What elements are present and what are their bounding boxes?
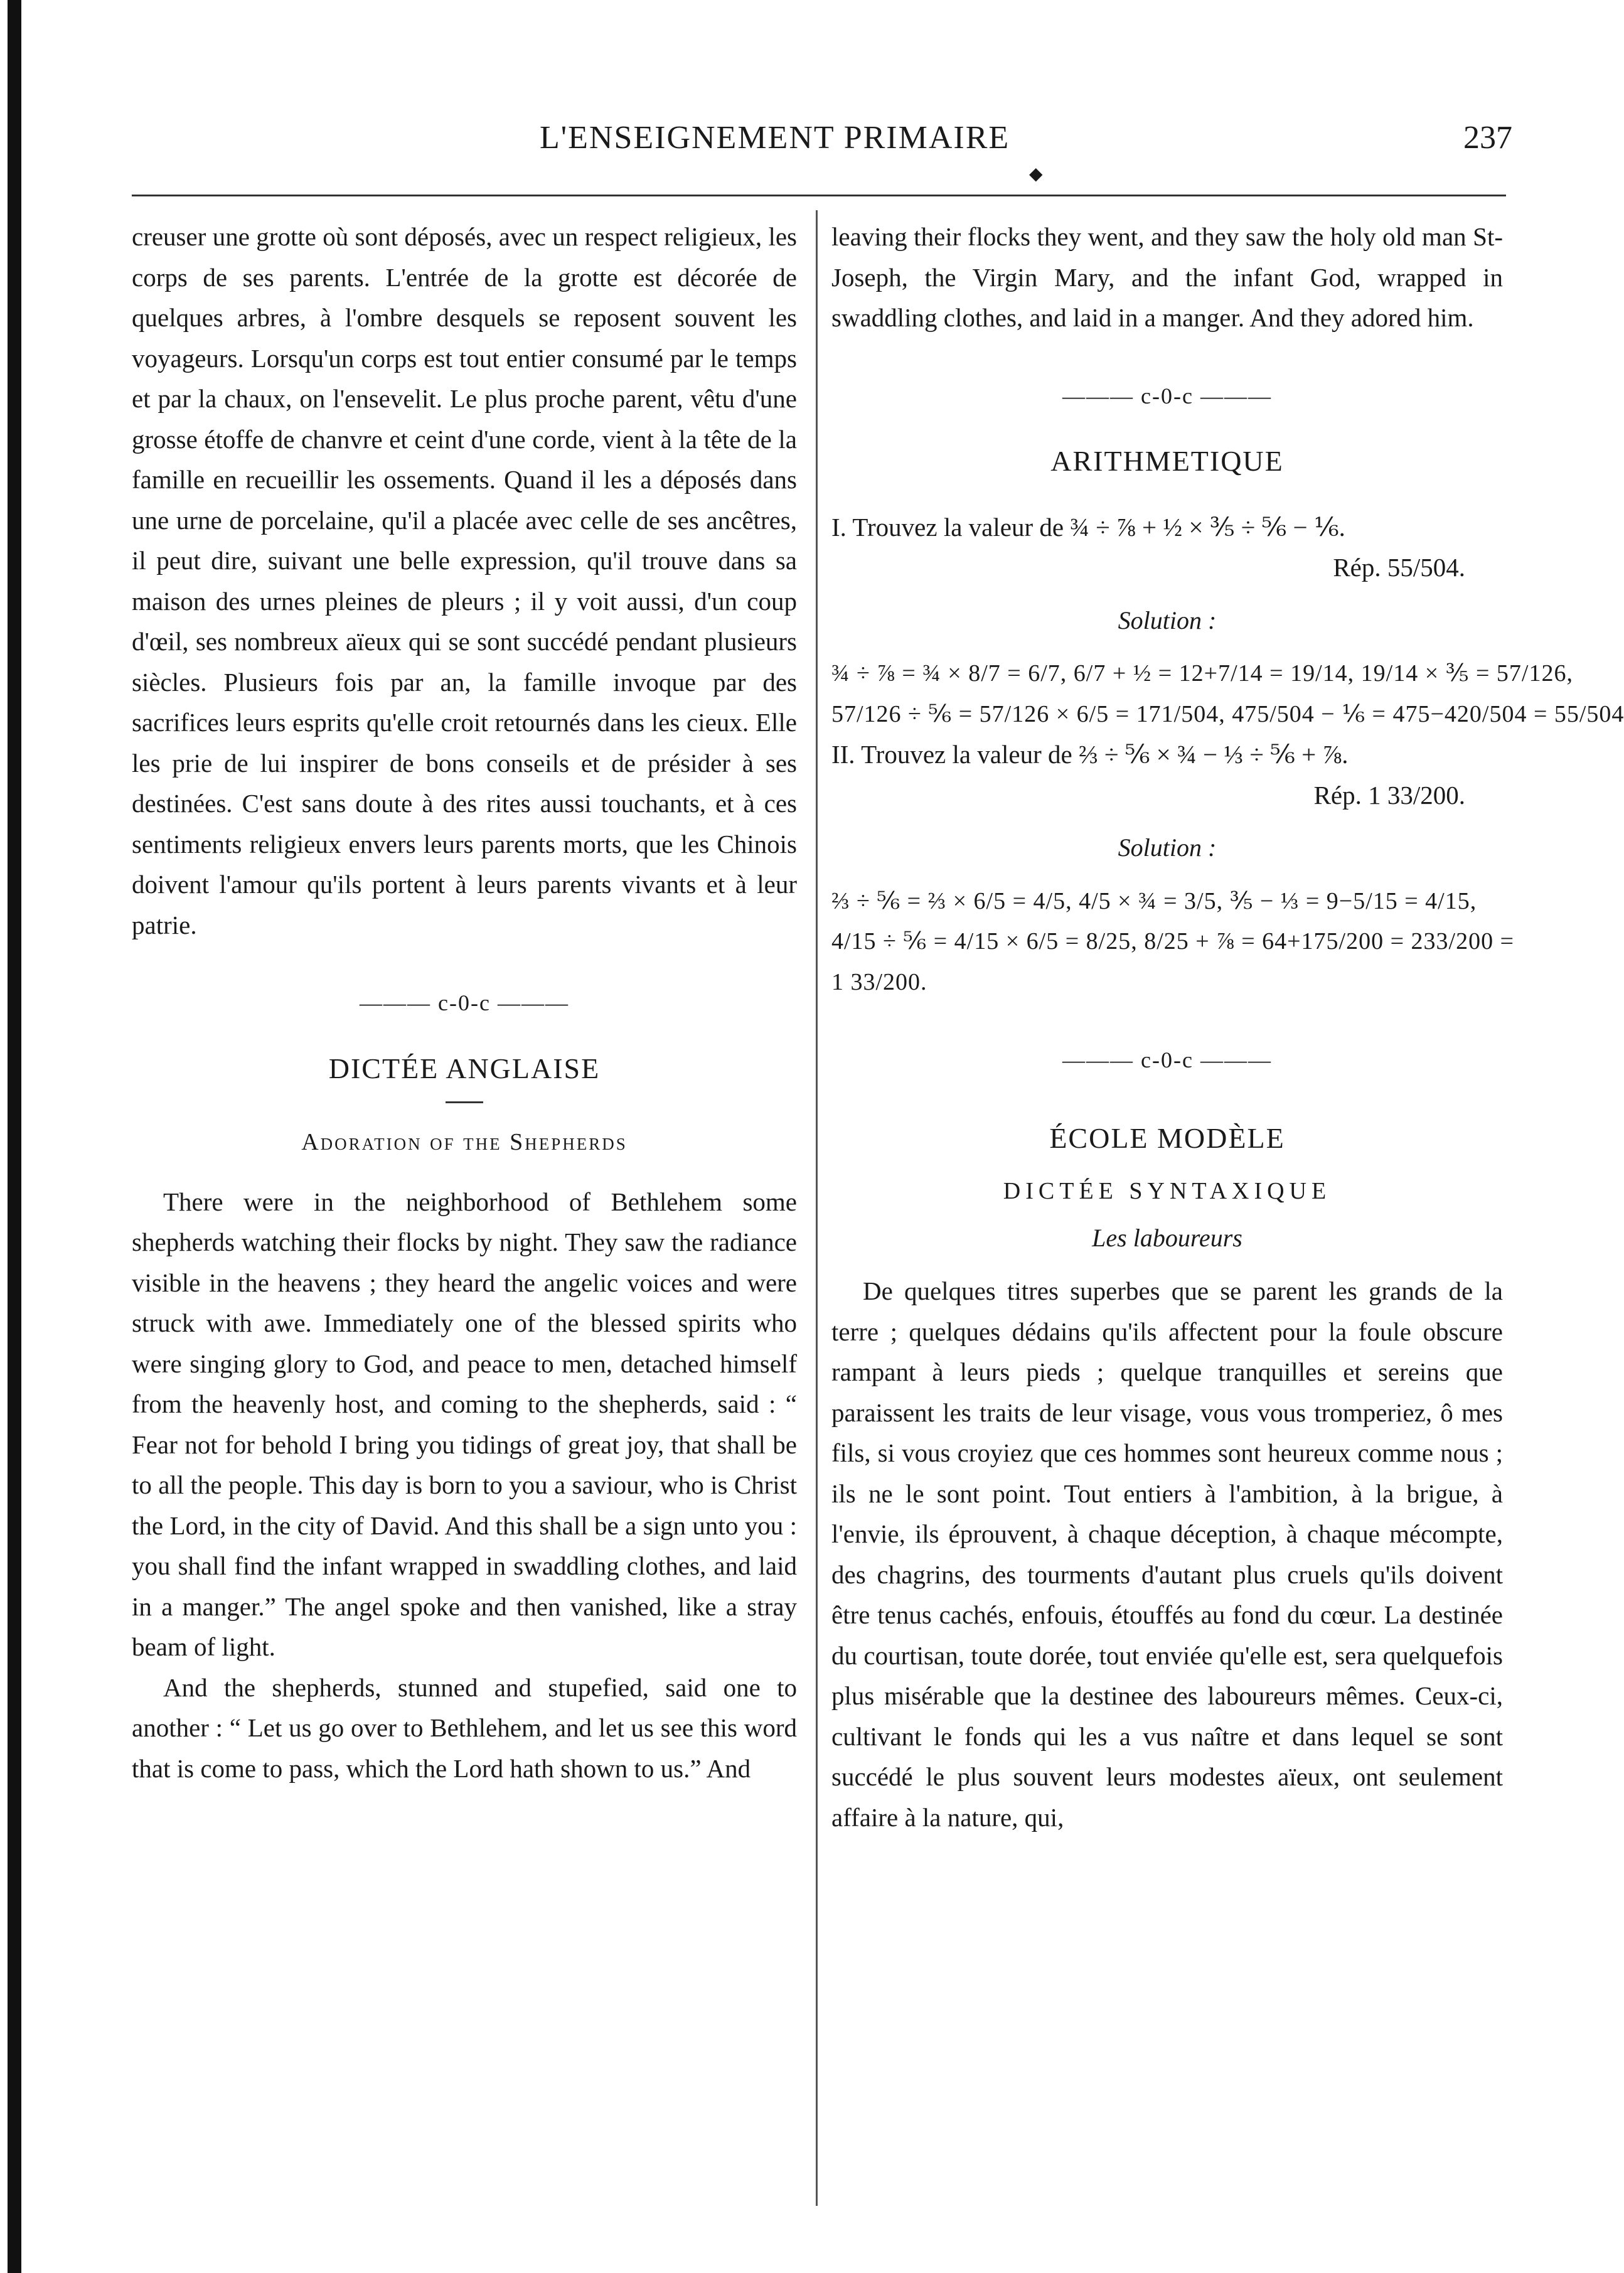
column-rule [816,210,818,2206]
title-rule [446,1101,483,1103]
chinese-funeral-paragraph: creuser une grotte où sont déposés, avec un respect religieux, les corps de ses parents. L'entrée de la grotte est décorée de quelques arbres, à l'ombre desquels se reposent souvent les voyageurs. Lorsqu'un corps est tout entier consumé par le temps et par la chaux, on l'ensevelit. Le plus proche parent, vêtu d'une grosse étoffe de chanvre et ceint d'une corde, vient à la tête de la famille en recueillir les ossements. Quand il les a déposés dans une urne de porcelaine, qu'il a placée avec celle de ses ancêtres, il peut dire, suivant une belle expression, qu'il trouve dans sa maison des urnes pleines de pleurs ; il y voit aussi, d'un coup d'œil, ses nombreux aïeux qui se sont succédé pendant plusieurs siècles. Plusieurs fois par an, la famille invoque par des sacrifices leurs esprits qu'elle croit retournés dans les cieux. Elle les prie de lui inspirer de bons conseils et de présider à ses destinées. C'est sans doute à des rites aussi touchants, et à ces sentiments religieux envers leurs parents morts, que les Chinois doivent l'amour qu'ils portent à leurs parents vivants et à leur patrie. [132,222,797,939]
page-number: 237 [1463,120,1512,156]
binding-edge [8,0,21,2273]
answer-1: Rép. 55/504. [1333,553,1465,582]
left-column [132,217,797,1789]
solution-1-line-1: ¾ ÷ ⅞ = ¾ × 8/7 = 6/7, 6/7 + ½ = 12+7/14 = 19/14, 19/14 × ⅗ = 57/126, [831,660,1573,687]
solution-1-line-2: 57/126 ÷ ⅚ = 57/126 × 6/5 = 171/504, 475/504 − ⅙ = 475−420/504 = 55/504 [831,700,1624,727]
solution-label-1: Solution : [1118,606,1217,634]
separator: ——— c-0-c ——— [1062,383,1272,409]
separator: ——— c-0-c ——— [1062,1047,1272,1072]
subtitle-adoration: Adoration of the Shepherds [301,1129,628,1155]
header-ornament: ◆ [1029,164,1043,184]
section-title-arithmetique: ARITHMETIQUE [1050,445,1284,477]
right-column [831,217,1624,1837]
section-title-ecole-modele: ÉCOLE MODÈLE [1049,1121,1285,1154]
shepherds-paragraph-1: There were in the neighborhood of Bethlehem some shepherds watching their flocks by night. They saw the radiance visible in the heavens ; they heard the angelic voices and were struck with awe. Immediately one of the blessed spirits who were singing glory to God, and peace to men, detached himself from the heavenly host, and coming to the shepherds, said : “ Fear not for behold I bring you tidings of great joy, that shall be to all the people. This day is born to you a saviour, who is Christ the Lord, in the city of David. And this shall be a sign unto you : you shall find the infant wrapped in swaddling clothes, and laid in a manger.” The angel spoke and then vanished, like a stray beam of light. [132,1187,797,1661]
separator: ——— c-0-c ——— [360,990,569,1015]
subtitle-les-laboureurs: Les laboureurs [1092,1223,1242,1252]
laboureurs-paragraph: De quelques titres superbes que se parent les grands de la terre ; quelques dédains qu'ils affectent pour la foule obscure rampant à leurs pieds ; quelque tranquilles et sereins que paraissent les traits de leur visage, vous vous tromperiez, ô mes fils, si vous croyiez que ces hommes sont heureux comme nous ; ils ne le sont point. Tout entiers à l'ambition, à la brigue, à l'envie, ils éprouvent, à chaque déception, à chaque mécompte, des chagrins, des tourments d'autant plus cruels qu'ils doivent être tenus cachés, enfouis, étouffés au fond du cœur. La destinée du courtisan, toute dorée, tout enviée qu'elle est, sera quelquefois plus misérable que la destinee des laboureurs mêmes. Ceux-ci, cultivant le fonds qui les a vus naître et dans lequel se sont succédé le plus souvent leurs modestes aïeux, ont seulement affaire à la nature, qui, [831,1276,1503,1832]
solution-2-line-1: ⅔ ÷ ⅚ = ⅔ × 6/5 = 4/5, 4/5 × ¾ = 3/5, ⅗ − ⅓ = 9−5/15 = 4/15, [831,887,1477,914]
header-rule [132,195,1506,196]
problem-2: II. Trouvez la valeur de ⅔ ÷ ⅚ × ¾ − ⅓ ÷ ⅚ + ⅞. [831,740,1349,769]
section-title-dictee-anglaise: DICTÉE ANGLAISE [328,1052,601,1084]
running-title: L'ENSEIGNEMENT PRIMAIRE [540,120,1010,156]
solution-2-line-3: 1 33/200. [831,968,927,995]
page-header [132,119,1512,184]
shepherds-continuation: leaving their flocks they went, and they saw the holy old man St-Joseph, the Virgin Mary, and the infant God, wrapped in swaddling clothes, and laid in a manger. And they adored him. [831,222,1503,332]
shepherds-paragraph-2: And the shepherds, stunned and stupefied, said one to another : “ Let us go over to Bethlehem, and let us see this word that is come to pass, which the Lord hath shown to us.” And [132,1672,797,1783]
answer-2: Rép. 1 33/200. [1313,780,1465,810]
problem-1: I. Trouvez la valeur de ¾ ÷ ⅞ + ½ × ⅗ ÷ ⅚ − ⅙. [831,512,1345,542]
subtitle-dictee-syntaxique: DICTÉE SYNTAXIQUE [1003,1178,1332,1204]
solution-label-2: Solution : [1118,833,1217,862]
solution-2-line-2: 4/15 ÷ ⅚ = 4/15 × 6/5 = 8/25, 8/25 + ⅞ = 64+175/200 = 233/200 = [831,928,1515,955]
